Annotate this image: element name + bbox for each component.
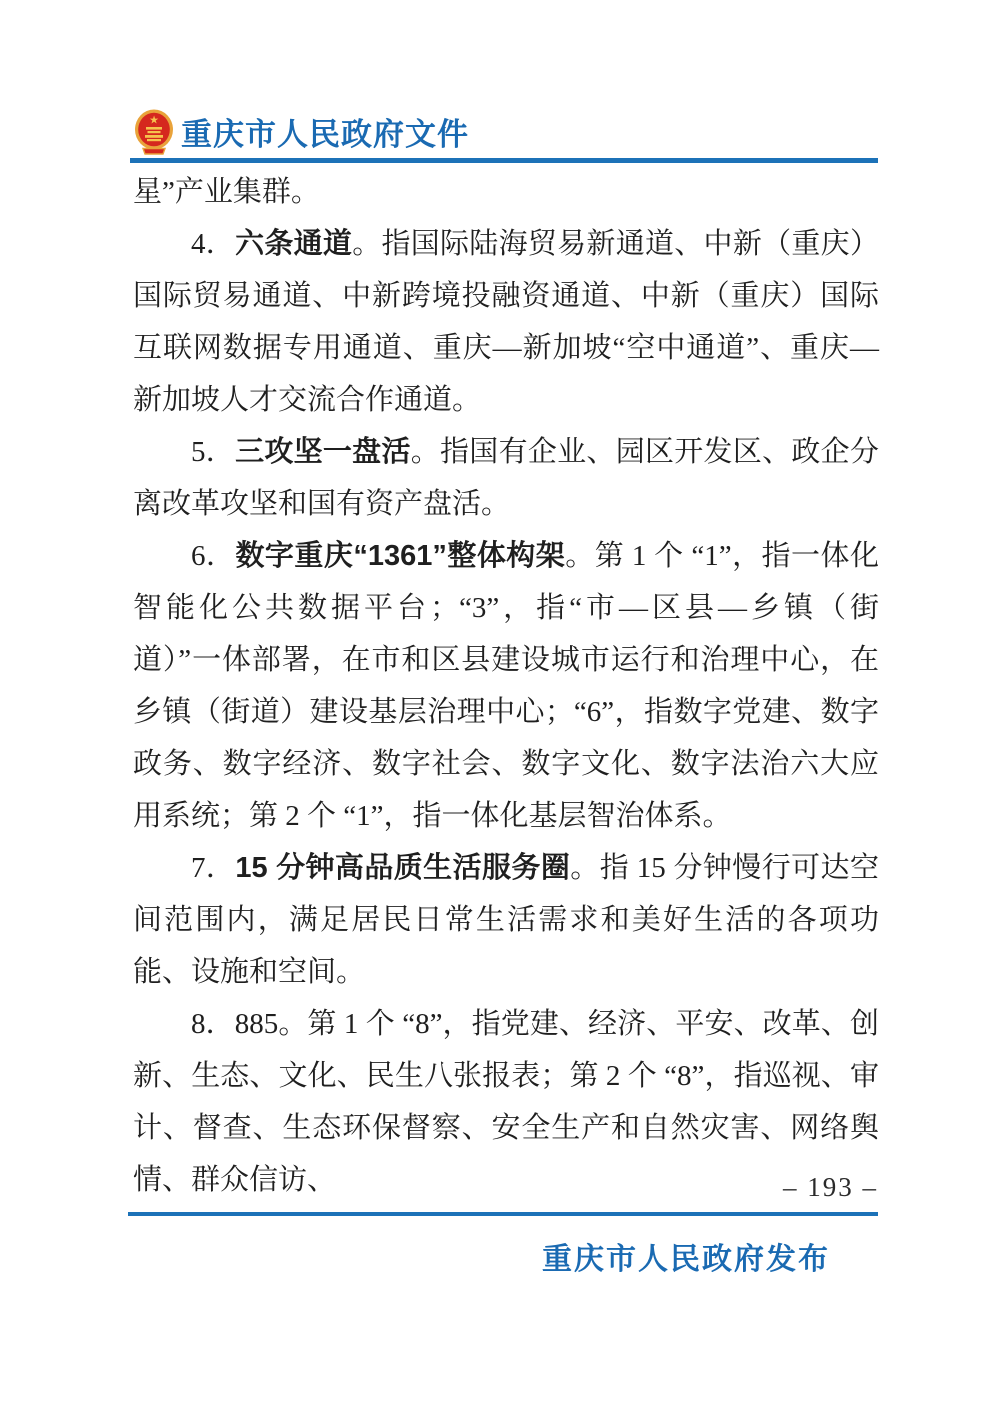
definition-paragraph-4 [133, 218, 879, 426]
continuation-line: 星”产业集群。 [133, 176, 320, 208]
svg-text:★: ★ [149, 114, 159, 127]
defined-term: 数字重庆“1361”整体构架 [235, 540, 566, 572]
item-number: 6． [191, 540, 236, 572]
footer-divider-rule [128, 1212, 878, 1216]
definition-paragraph-8 [133, 998, 879, 1206]
page-number: – 193 – [783, 1172, 878, 1202]
item-number: 4． [191, 228, 236, 260]
publisher-label: 重庆市人民政府发布 [542, 1243, 830, 1276]
document-header [134, 108, 469, 155]
defined-term: 六条通道 [235, 228, 353, 260]
national-emblem-icon [134, 108, 174, 155]
definition-paragraph-6 [133, 530, 879, 842]
definition-text: 。指国有企业、园区开发区、政企分离改革攻坚和国有资产盘活。 [133, 436, 879, 520]
document-body [133, 166, 879, 1206]
definition-text: 。第 1 个 “1”，指一体化智能化公共数据平台；“3”，指“市—区县—乡镇（街道）”一体部署，在市和区县建设城市运行和治理中心，在乡镇（街道）建设基层治理中心；“6”，指数字党建、数字政务、数字经济、数字社会、数字文化、数字法治六大应用系统；第 2 个 “1”，指一体化基层智治体系。 [133, 540, 879, 832]
defined-term: 三攻坚一盘活 [235, 436, 411, 468]
item-number: 8． [191, 1008, 235, 1040]
item-number: 5． [191, 436, 236, 468]
definition-text: 885。第 1 个 “8”，指党建、经济、平安、改革、创新、生态、文化、民生八张报表；第 2 个 “8”，指巡视、审计、督查、生态环保督察、安全生产和自然灾害、网络舆情、群众信访、 [133, 1008, 879, 1196]
definition-text: 。指国际陆海贸易新通道、中新（重庆）国际贸易通道、中新跨境投融资通道、中新（重庆）国际互联网数据专用通道、重庆—新加坡“空中通道”、重庆—新加坡人才交流合作通道。 [133, 228, 879, 416]
header-divider-rule [130, 158, 878, 163]
definition-text: 。指 15 分钟慢行可达空间范围内，满足居民日常生活需求和美好生活的各项功能、设施和空间。 [133, 852, 879, 988]
defined-term: 15 分钟高品质生活服务圈 [235, 852, 571, 884]
definition-paragraph-7 [133, 842, 879, 998]
definition-paragraph-5 [133, 426, 879, 530]
item-number: 7． [191, 852, 236, 884]
document-header-title: 重庆市人民政府文件 [181, 117, 469, 152]
